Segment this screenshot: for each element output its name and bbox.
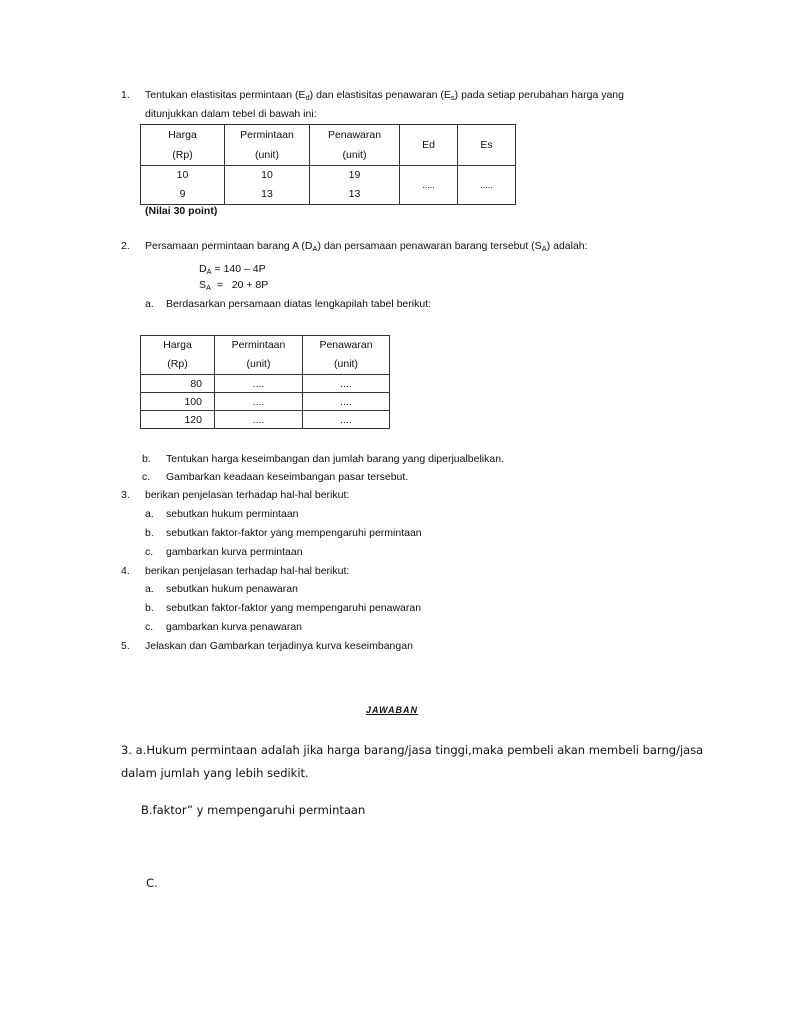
table-row: 120 .... ....	[141, 411, 390, 429]
q1-h-es: Es	[458, 125, 516, 166]
q3-a-text: sebutkan hukum permintaan	[166, 508, 299, 520]
answer-line4: C.	[146, 876, 158, 890]
q5-text: Jelaskan dan Gambarkan terjadinya kurva keseimbangan	[145, 640, 413, 652]
q4-c-text: gambarkan kurva penawaran	[166, 621, 302, 633]
q2-h-permintaan: Permintaan	[231, 339, 286, 351]
answer-line1: 3. a.Hukum permintaan adalah jika harga barang/jasa tinggi,maka pembeli akan membeli barng/jasa	[121, 743, 704, 757]
answer-line3: B.faktor” y mempengaruhi permintaan	[141, 803, 366, 817]
q2-h-penawaran: Penawaran	[319, 339, 373, 351]
q2-a-text: Berdasarkan persamaan diatas lengkapilah tabel berikut:	[166, 298, 431, 310]
q2-b-label: b.	[142, 453, 151, 465]
answer-line2: dalam jumlah yang lebih sedikit.	[121, 766, 309, 780]
q1-points: (Nilai 30 point)	[145, 205, 218, 217]
q5-number: 5.	[121, 640, 130, 652]
q3-c-label: c.	[145, 546, 154, 558]
q3-a-label: a.	[145, 508, 154, 520]
q3-number: 3.	[121, 489, 130, 501]
q3-b-label: b.	[145, 527, 154, 539]
q2-eq-demand: $D_A = 140 - 4P$	[199, 263, 266, 276]
q2-h-harga: Harga	[163, 339, 192, 351]
table-row: 100 .... ....	[141, 393, 390, 411]
q1-h-permintaan: Permintaan	[240, 129, 294, 141]
q2-c-label: c.	[142, 471, 151, 483]
answer-title: JAWABAN	[366, 705, 419, 715]
q4-b-text: sebutkan faktor-faktor yang mempengaruhi penawaran	[166, 602, 422, 614]
q2-a-label: a.	[145, 298, 154, 310]
q2-b-text: Tentukan harga keseimbangan dan jumlah barang yang diperjualbelikan.	[166, 453, 504, 465]
q1-text-line2: ditunjukkan dalam tebel di bawah ini:	[145, 108, 317, 120]
q2-table: Harga (Rp) Permintaan (unit) Penawaran (unit) 80 .... .... 100 .... .... 120 .... ....	[140, 335, 390, 429]
q3-text: berikan penjelasan terhadap hal-hal berikut:	[145, 489, 350, 501]
q2-number: 2.	[121, 240, 130, 252]
q3-c-text: gambarkan kurva permintaan	[166, 546, 303, 558]
q4-text: berikan penjelasan terhadap hal-hal berikut:	[145, 565, 350, 577]
q1-table: Harga (Rp) Permintaan (unit) Penawaran (unit) Ed Es 10 9 10 13 19 13 ..... .....	[140, 124, 516, 205]
table-row: 80 .... ....	[141, 375, 390, 393]
q4-c-label: c.	[145, 621, 154, 633]
q1-es-value: .....	[458, 166, 516, 205]
q1-h-ed: Ed	[400, 125, 458, 166]
q4-number: 4.	[121, 565, 130, 577]
q2-text: Persamaan permintaan barang A $(D_A)$ dan persamaan penawaran barang tersebut $(S_A)$ adalah:	[145, 240, 588, 253]
q1-ed-value: .....	[400, 166, 458, 205]
q1-number: 1.	[121, 89, 130, 101]
q1-text-line1: Tentukan elastisitas permintaan $(E_d)$ dan elastisitas penawaran $(E_s)$ pada setiap perubahan harga yang	[145, 89, 624, 102]
q3-b-text: sebutkan faktor-faktor yang mempengaruhi permintaan	[166, 527, 422, 539]
q4-a-label: a.	[145, 583, 154, 595]
q2-eq-supply: $S_A = 20 + 8P$	[199, 279, 269, 292]
q1-h-penawaran: Penawaran	[327, 129, 382, 141]
q4-a-text: sebutkan hukum penawaran	[166, 583, 298, 595]
q2-c-text: Gambarkan keadaan keseimbangan pasar tersebut.	[166, 471, 409, 483]
q4-b-label: b.	[145, 602, 154, 614]
q1-h-harga: Harga	[168, 129, 197, 141]
